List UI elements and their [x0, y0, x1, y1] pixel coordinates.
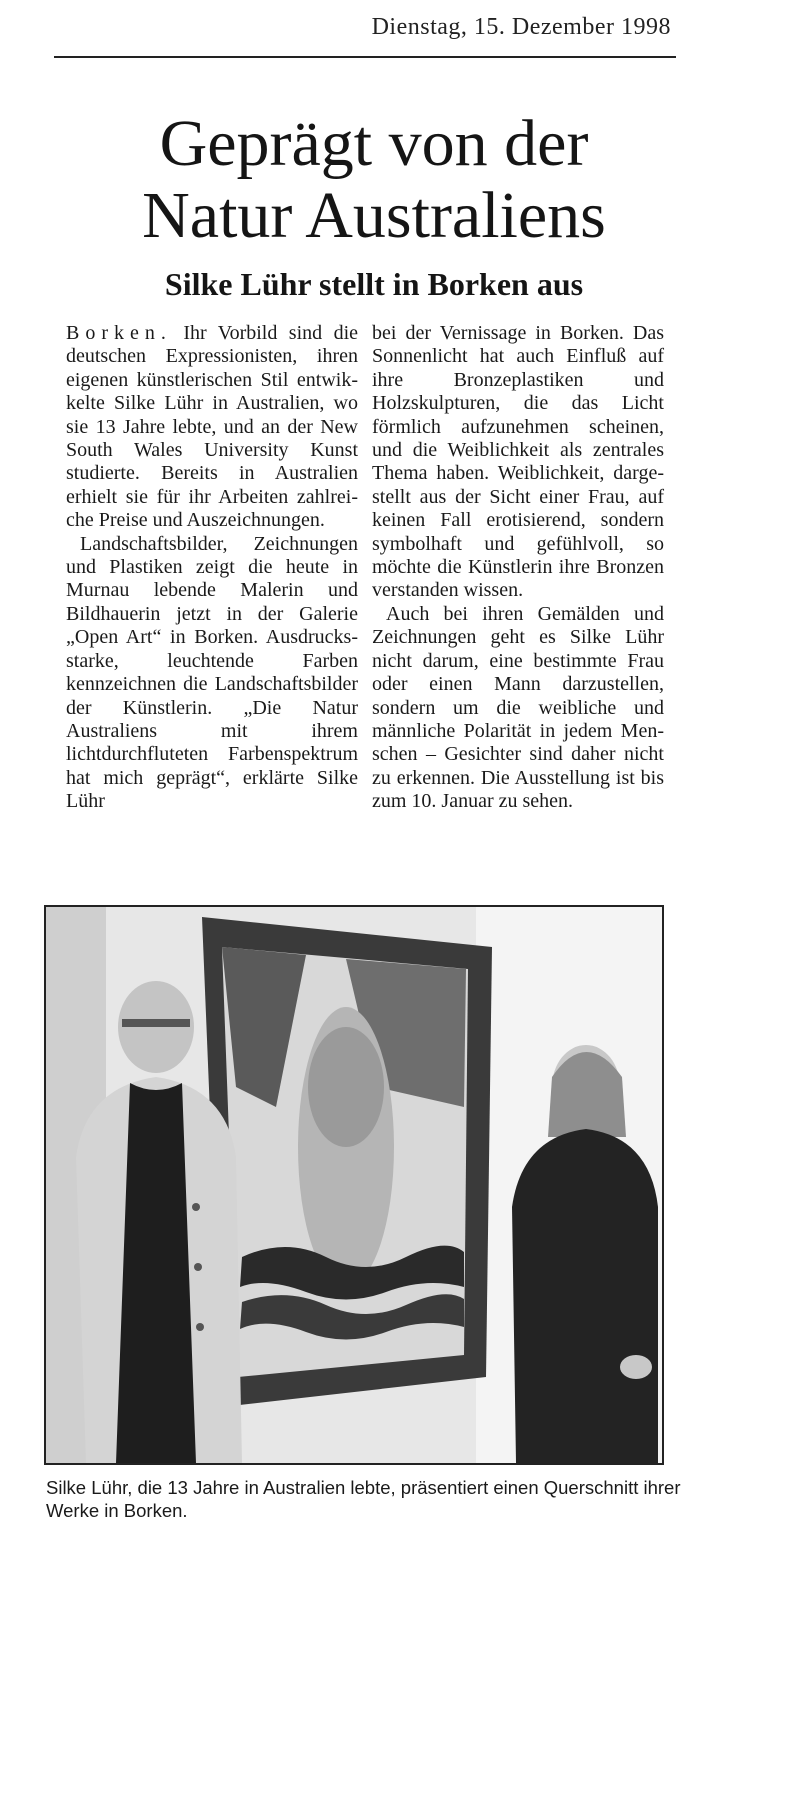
article-photo — [44, 905, 664, 1465]
header-rule — [54, 56, 676, 58]
painting — [202, 917, 492, 1407]
headline — [54, 108, 694, 252]
headline-line-2: Natur Australiens — [142, 179, 606, 252]
article-paragraph: bei der Vernissage in Borken. Das Sonnenlicht hat auch Einfluß auf ihre Bronzeplastiken und Holzskulpturen, die das Licht förmlich aufzunehmen scheinen, und die Weiblichkeit als zentrales Thema haben. Weiblichkeit, dargestellt aus der Sicht einer Frau, auf keinen Fall erotisierend, sondern symbolhaft und gefühlvoll, so möchte die Künstlerin ihre Bronzen verstanden wissen. — [372, 322, 664, 602]
photo-caption: Silke Lühr, die 13 Jahre in Australien lebte, präsentiert einen Querschnitt ihrer Werke in Borken. — [46, 1477, 681, 1521]
article-paragraph: Auch bei ihren Gemälden und Zeichnungen geht es Silke Lühr nicht darum, eine bestimmte Frau oder einen Mann darzustellen, sondern um die weibliche und männliche Polarität in jedem Menschen – Gesichter sind daher nicht zu erkennen. Die Ausstellung ist bis zum 10. Januar zu sehen. — [372, 602, 664, 813]
article-dateline-city: Borken. — [66, 322, 172, 344]
photo-illustration — [46, 907, 662, 1463]
dateline: Dienstag, 15. Dezember 1998 — [371, 14, 671, 40]
article-column-left — [66, 322, 358, 814]
article-paragraph-text: Ihr Vorbild sind die deutschen Expressionisten, ihren eigenen künstlerischen Stil entwikkelte Silke Lühr in Australien, wo sie 13 Jahre lebte, und an der New South Wales University Kunst studierte. Bereits in Australien erhielt sie für ihr Arbeiten zahlreiche Preise und Auszeichnungen. — [66, 322, 358, 532]
article-paragraph — [66, 322, 358, 533]
article-column-right — [372, 322, 664, 814]
subheadline: Silke Lühr stellt in Borken aus — [164, 266, 584, 302]
article-paragraph: Landschaftsbilder, Zeichnungen und Plastiken zeigt die heute in Murnau lebende Malerin und Bildhauerin jetzt in der Galerie „Open Art“ in Borken. Ausdrucksstarke, leuchtende Farben kennzeichnen die Landschaftsbilder der Künstlerin. „Die Natur Australiens mit ihrem lichtdurchfluteten Farbenspektrum hat mich geprägt“, erklärte Silke Lühr — [66, 532, 358, 813]
headline-line-1: Geprägt von der — [159, 107, 589, 180]
